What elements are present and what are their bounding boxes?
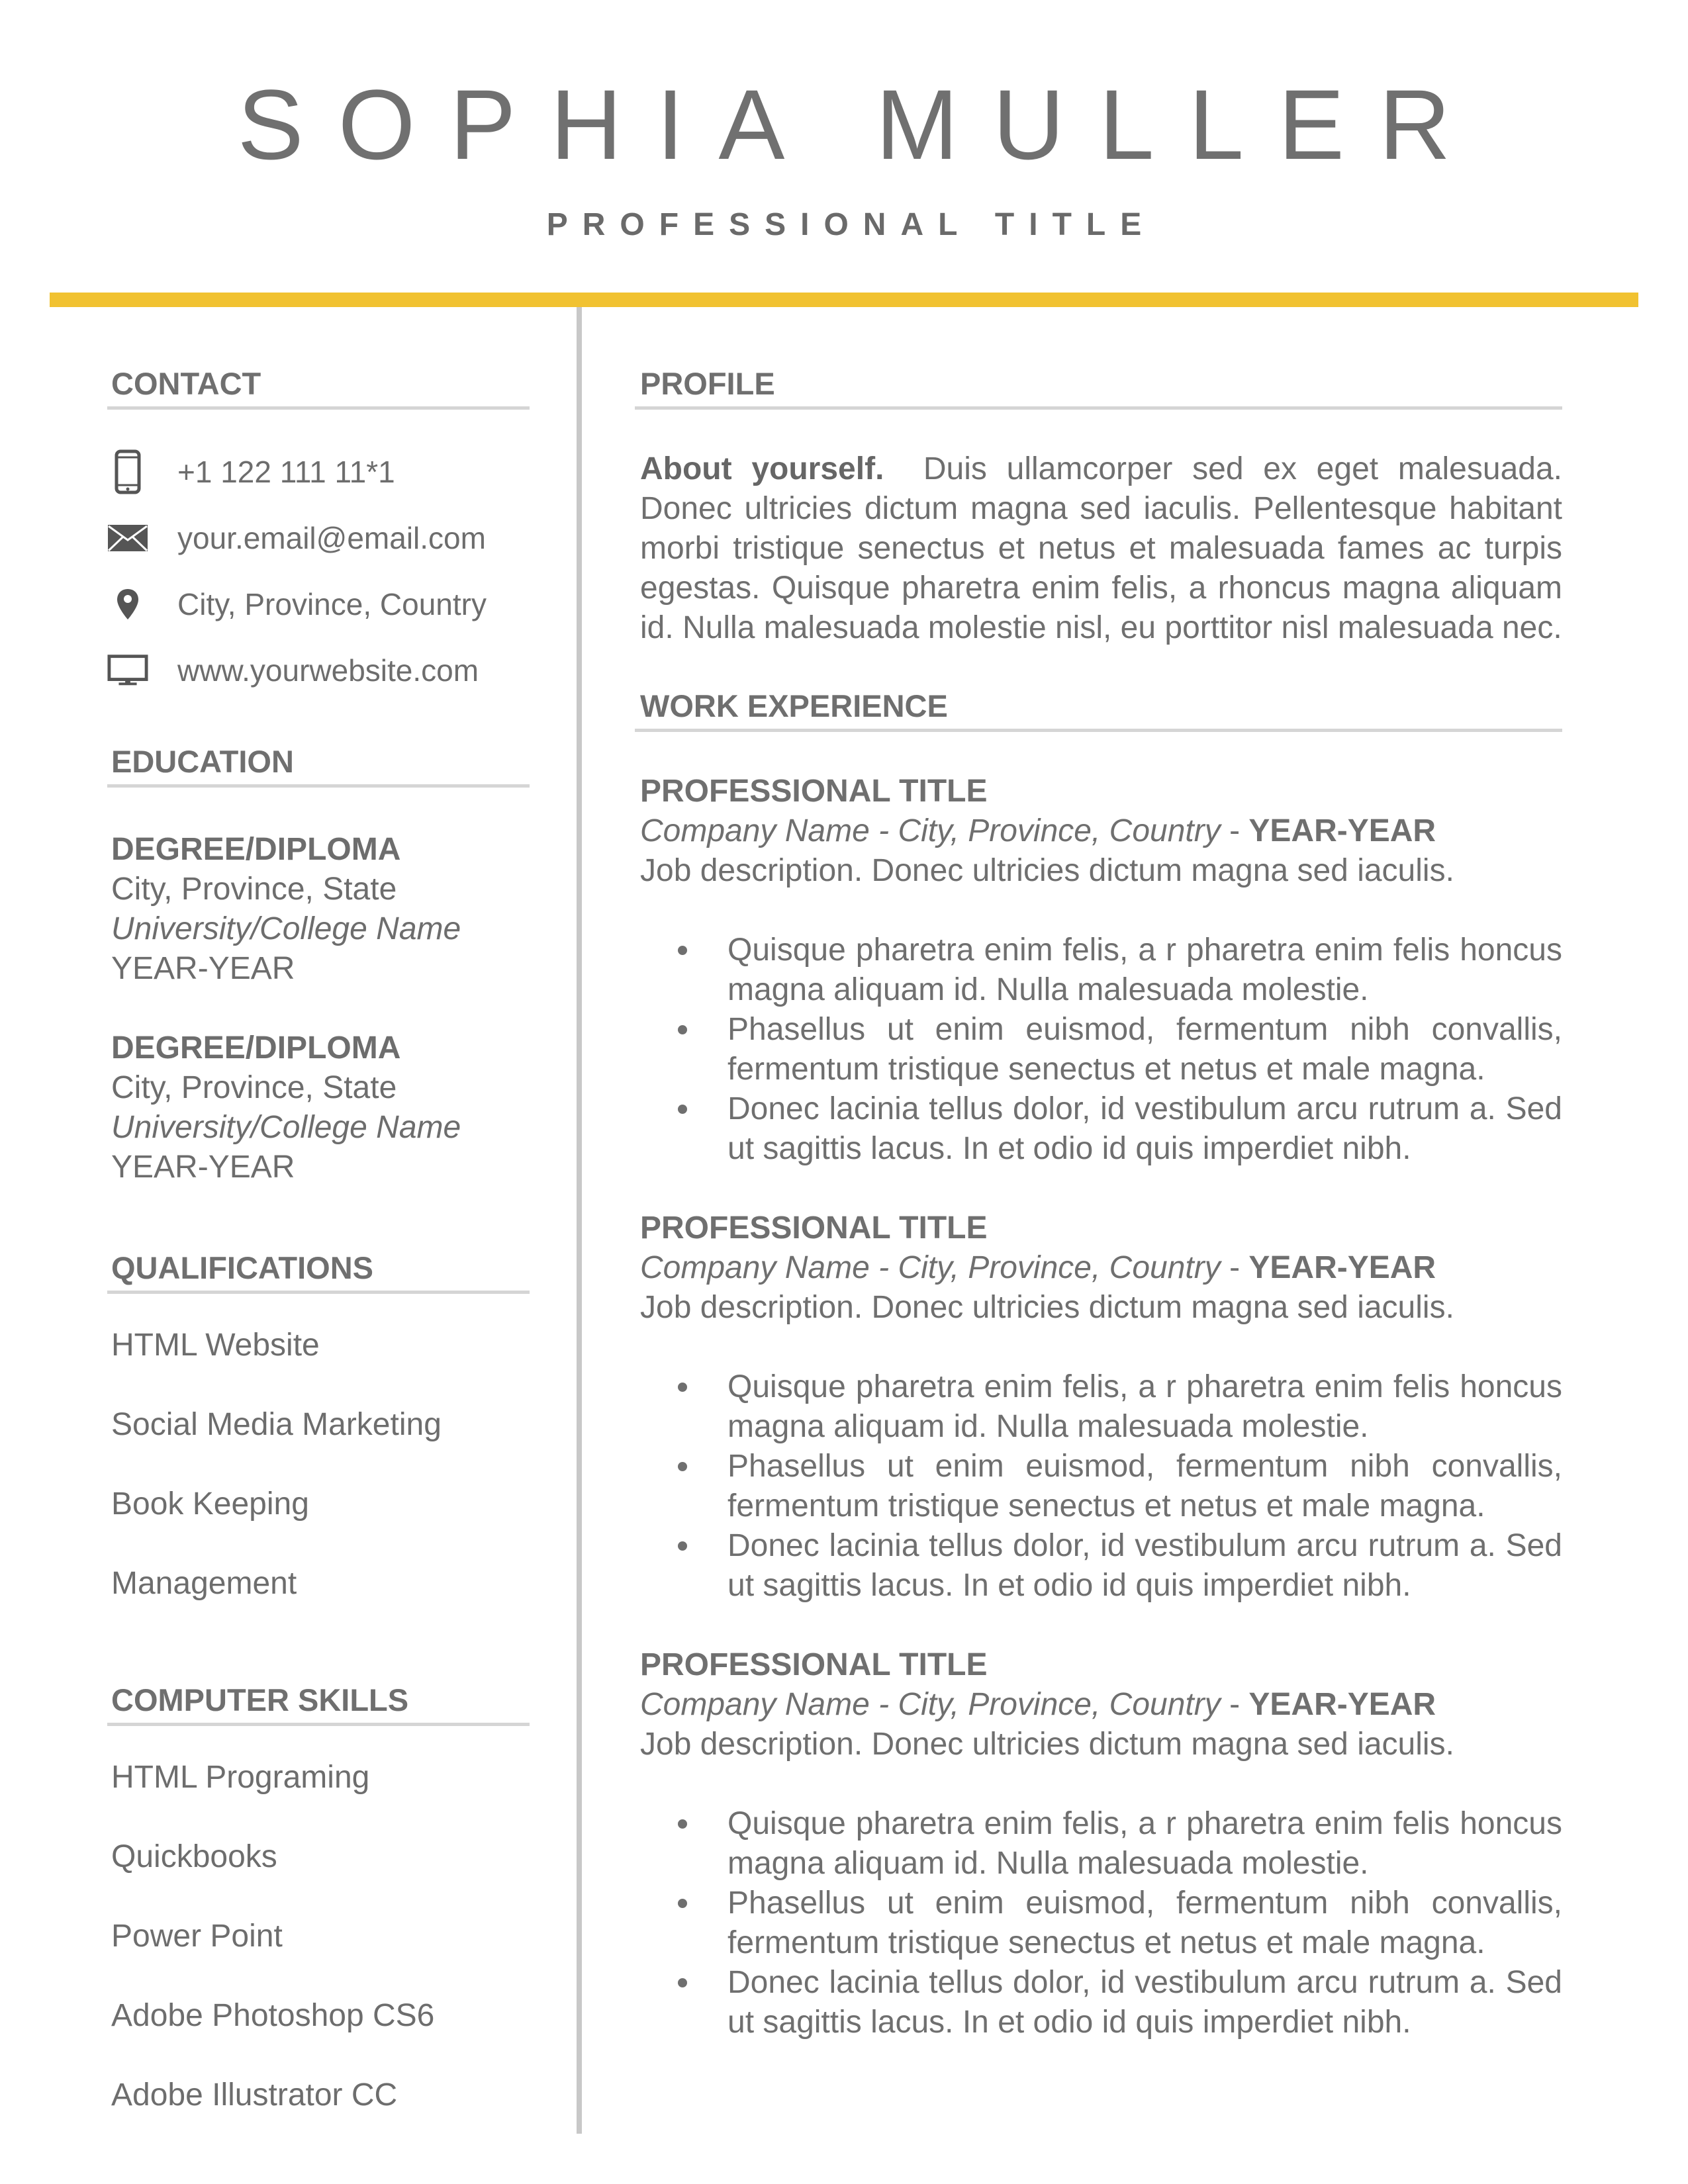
profile-heading: PROFILE [635,364,1562,410]
skill-item: Quickbooks [111,1839,277,1874]
qualifications-list [111,1326,530,1643]
work-experience-heading: WORK EXPERIENCE [635,686,1562,732]
contact-email [111,505,530,571]
job-meta [640,1248,1562,1288]
contact-website [111,637,530,704]
job-bullet: Quisque pharetra enim felis, a r pharetra enim felis honcus magna aliquam id. Nulla malesuada molestie. [640,931,1562,1010]
job-separator: - [1220,1250,1249,1285]
job-company: Company Name - City, Province, Country [640,1250,1221,1285]
phone-icon [107,449,148,495]
job-bullet: Donec lacinia tellus dolor, id vestibulum arcu rutrum a. Sed ut sagittis lacus. In et odio id quis imperdiet nibh. [640,1089,1562,1169]
job-entry [640,1208,1562,1606]
education-years: YEAR-YEAR [111,1150,295,1185]
job-years: YEAR-YEAR [1248,1250,1436,1285]
job-description: Job description. Donec ultricies dictum magna sed iaculis. [640,853,1454,888]
location-pin-icon [107,581,148,627]
education-heading: EDUCATION [107,742,530,788]
contact-location-text: City, Province, Country [177,587,487,621]
computer-skills-list [111,1758,530,2155]
job-title: PROFESSIONAL TITLE [640,774,988,809]
job-bullet: Donec lacinia tellus dolor, id vestibulum arcu rutrum a. Sed ut sagittis lacus. In et odio id quis imperdiet nibh. [640,1526,1562,1606]
qualification-item: HTML Website [111,1328,320,1363]
job-separator: - [1220,813,1249,848]
job-title: PROFESSIONAL TITLE [640,1210,988,1246]
contact-phone [111,439,530,505]
contact-list [111,439,530,704]
job-description: Job description. Donec ultricies dictum magna sed iaculis. [640,1290,1454,1325]
education-location: City, Province, State [111,872,397,907]
education-school: University/College Name [111,911,461,946]
education-entry [111,830,530,989]
job-years: YEAR-YEAR [1248,813,1436,848]
contact-heading: CONTACT [107,364,530,410]
job-years: YEAR-YEAR [1248,1687,1436,1722]
qualification-item: Social Media Marketing [111,1407,442,1442]
job-bullet: Phasellus ut enim euismod, fermentum nibh convallis, fermentum tristique senectus et netus et male magna. [640,1884,1562,1963]
profile-text [640,449,1562,648]
education-location: City, Province, State [111,1070,397,1105]
skill-item: Adobe Illustrator CC [111,2077,398,2113]
contact-location [111,571,530,637]
contact-website-text: www.yourwebsite.com [177,653,479,688]
skill-item: Adobe Photoshop CS6 [111,1998,435,2033]
job-bullet: Phasellus ut enim euismod, fermentum nibh convallis, fermentum tristique senectus et netus et male magna. [640,1010,1562,1089]
education-entry [111,1028,530,1187]
job-entry [640,1645,1562,2042]
job-entry [640,772,1562,1169]
education-school: University/College Name [111,1110,461,1145]
column-divider [577,307,582,2134]
skill-item: HTML Programing [111,1760,370,1795]
job-title: PROFESSIONAL TITLE [640,1647,988,1682]
job-company: Company Name - City, Province, Country [640,813,1221,848]
profile-body: Duis ullamcorper sed ex eget malesuada. Donec ultricies dictum magna sed iaculis. Pellentesque habitant morbi tristique senectus et netus et malesuada fames ac turpis egestas. Quisque pharetra enim felis, a rhoncus magna aliquam id. Nulla malesuada molestie nisl, eu porttitor nisl malesuada nec. [640,451,1562,645]
job-bullets [640,931,1562,1169]
education-degree: DEGREE/DIPLOMA [111,832,401,867]
qualification-item: Book Keeping [111,1486,309,1522]
email-icon [107,515,148,561]
job-bullet: Quisque pharetra enim felis, a r pharetra enim felis honcus magna aliquam id. Nulla malesuada molestie. [640,1367,1562,1447]
education-years: YEAR-YEAR [111,951,295,986]
qualification-item: Management [111,1566,297,1601]
job-description: Job description. Donec ultricies dictum magna sed iaculis. [640,1727,1454,1762]
job-separator: - [1220,1687,1249,1722]
profile-lead: About yourself. [640,451,884,486]
right-column [640,364,1562,2042]
resume-name: SOPHIA MULLER [237,69,1485,180]
job-bullets [640,1367,1562,1606]
accent-divider [50,293,1638,307]
job-bullet: Donec lacinia tellus dolor, id vestibulum arcu rutrum a. Sed ut sagittis lacus. In et odio id quis imperdiet nibh. [640,1963,1562,2042]
left-column [111,364,530,2155]
computer-skills-heading: COMPUTER SKILLS [107,1680,530,1726]
job-company: Company Name - City, Province, Country [640,1687,1221,1722]
job-bullet: Quisque pharetra enim felis, a r pharetra enim felis honcus magna aliquam id. Nulla malesuada molestie. [640,1804,1562,1884]
qualifications-heading: QUALIFICATIONS [107,1248,530,1294]
professional-title: PROFESSIONAL TITLE [546,207,1156,242]
monitor-icon [107,647,148,694]
skill-item: Power Point [111,1919,283,1954]
job-meta [640,1685,1562,1725]
education-degree: DEGREE/DIPLOMA [111,1030,401,1066]
contact-email-text: your.email@email.com [177,521,486,555]
job-bullets [640,1804,1562,2042]
job-meta [640,811,1562,851]
job-bullet: Phasellus ut enim euismod, fermentum nibh convallis, fermentum tristique senectus et netus et male magna. [640,1447,1562,1526]
contact-phone-text: +1 122 111 11*1 [177,455,395,489]
